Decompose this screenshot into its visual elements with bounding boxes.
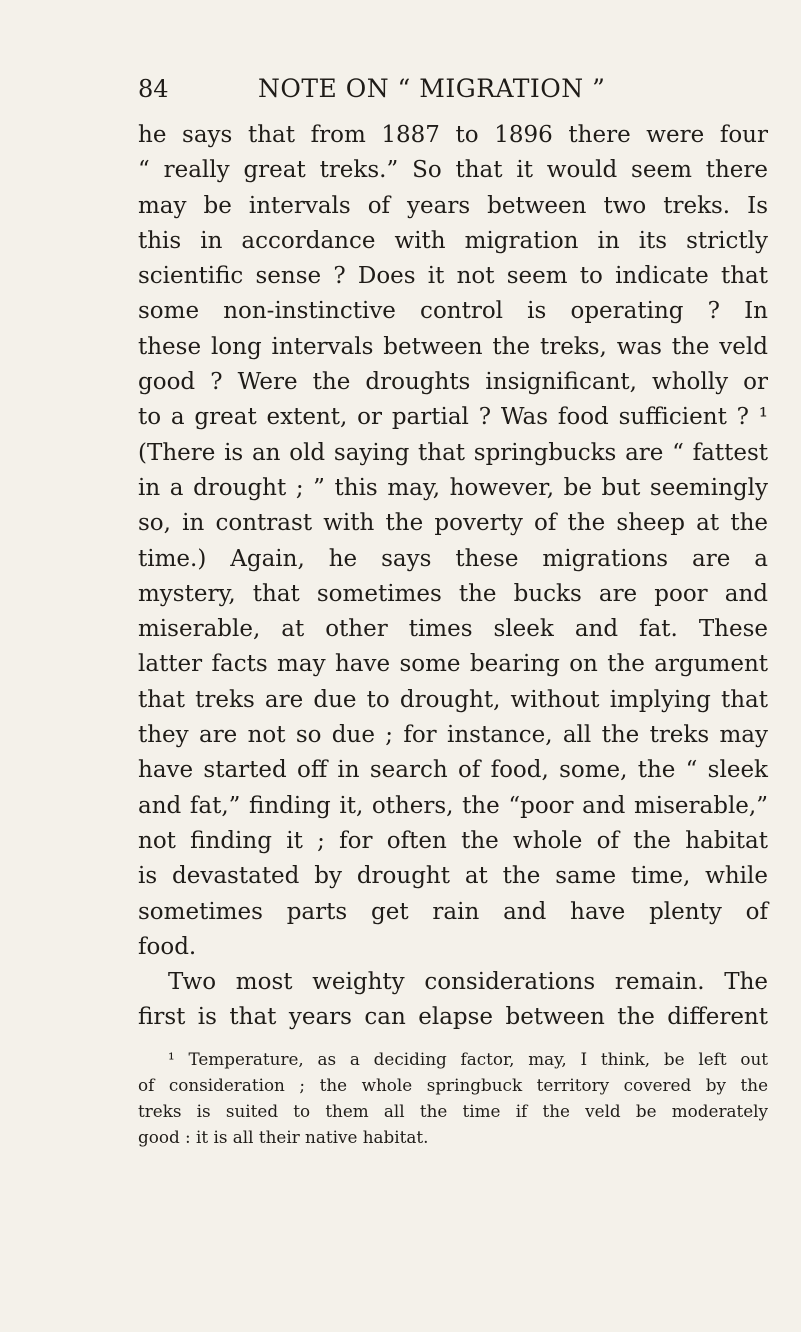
text-line: food. <box>138 933 197 960</box>
text-line: sometimes parts get rain and have plenty of <box>138 898 768 925</box>
text-line: “ really great treks.” So that it would seem there <box>138 157 768 184</box>
text-line: miserable, at other times sleek and fat. These <box>138 616 768 643</box>
footnote-line: treks is suited to them all the time if the veld be moderately <box>138 1101 768 1121</box>
text-line: so, in contrast with the poverty of the sheep at the <box>138 510 768 537</box>
text-line: to a great extent, or partial ? Was food sufficient ? ¹ <box>138 404 768 431</box>
text-line: this in accordance with migration in its strictly <box>138 227 768 254</box>
text-line: that treks are due to drought, without implying that <box>138 686 768 713</box>
running-title: NOTE ON “ MIGRATION ” <box>258 74 606 103</box>
text-line: have started off in search of food, some, the “ sleek <box>138 757 768 784</box>
text-line: first is that years can elapse between the different <box>138 1004 768 1031</box>
text-line: good ? Were the droughts insignificant, wholly or <box>138 369 768 396</box>
running-head <box>138 74 768 108</box>
text-line: in a drought ; ” this may, however, be but seemingly <box>138 474 768 501</box>
body-text <box>138 118 768 1036</box>
text-line: Two most weighty considerations remain. The <box>168 969 768 996</box>
text-line: some non-instinctive control is operating ? In <box>138 298 768 325</box>
text-line: not finding it ; for often the whole of the habitat <box>138 827 768 854</box>
text-line: may be intervals of years between two treks. Is <box>138 192 768 219</box>
text-line: latter facts may have some bearing on the argument <box>138 651 768 678</box>
footnote-line: of consideration ; the whole springbuck territory covered by the <box>138 1075 768 1095</box>
text-line: time.) Again, he says these migrations are a <box>138 545 768 572</box>
text-line: they are not so due ; for instance, all the treks may <box>138 722 768 749</box>
page-number: 84 <box>138 75 169 103</box>
footnote-line: ¹ Temperature, as a deciding factor, may, I think, be left out <box>168 1049 768 1069</box>
text-line: is devastated by drought at the same time, while <box>138 863 768 890</box>
text-line: and fat,” finding it, others, the “poor and miserable,” <box>138 792 768 819</box>
text-line: mystery, that sometimes the bucks are poor and <box>138 580 768 607</box>
footnote-line: good : it is all their native habitat. <box>138 1127 429 1147</box>
footnote <box>138 1046 768 1150</box>
text-line: he says that from 1887 to 1896 there were four <box>138 122 768 148</box>
text-line: scientific sense ? Does it not seem to indicate that <box>138 263 768 290</box>
text-line: these long intervals between the treks, was the veld <box>138 333 768 360</box>
text-line: (There is an old saying that springbucks are “ fattest <box>138 439 768 466</box>
